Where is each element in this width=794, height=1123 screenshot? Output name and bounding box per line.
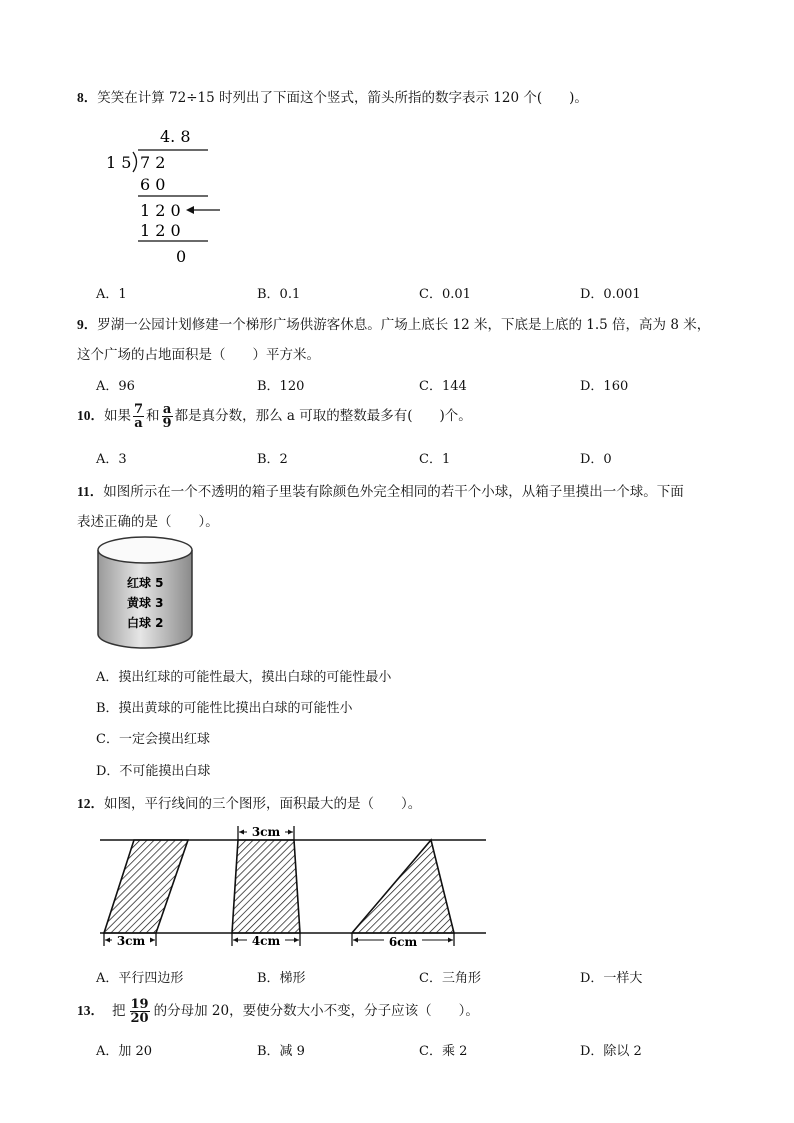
division-row-1: 6 0: [140, 175, 166, 194]
question-number: 9．: [77, 317, 98, 332]
trapezoid-shape: [232, 840, 300, 933]
fraction-7-over-a: [133, 403, 144, 430]
division-bracket: [133, 152, 137, 172]
question-13-stem: [77, 998, 479, 1025]
q10-option-c[interactable]: C．1: [419, 452, 451, 467]
arrow-head-icon: [186, 206, 194, 214]
q12-option-b[interactable]: B．梯形: [257, 971, 306, 986]
box-label-yellow: 黄球 3: [127, 596, 164, 610]
q13-option-b[interactable]: B．减 9: [257, 1044, 305, 1059]
label-parallelogram-base: 3cm: [116, 934, 146, 948]
label-trapezoid-base: 4cm: [251, 934, 281, 948]
parallel-shapes-diagram: [96, 820, 491, 955]
question-text: 如图所示在一个不透明的箱子里装有除颜色外完全相同的若干个小球，从箱子里摸出一个球。下面: [103, 484, 684, 500]
question-number: 10．: [77, 408, 104, 423]
question-9-stem-line2: 这个广场的占地面积是（ ）平方米。: [77, 347, 320, 363]
arrow-head-icon: [150, 938, 155, 943]
question-text-mid: 和: [146, 408, 160, 424]
question-text-pre: 把: [112, 1003, 126, 1019]
q9-option-c[interactable]: C．144: [419, 379, 467, 394]
q8-option-a[interactable]: A．1: [96, 287, 127, 302]
q13-option-d[interactable]: D．除以 2: [580, 1044, 642, 1059]
q11-option-d[interactable]: D．不可能摸出白球: [96, 764, 211, 779]
q12-option-d[interactable]: D．一样大: [580, 971, 643, 986]
q9-option-d[interactable]: D．160: [580, 379, 629, 394]
q13-option-c[interactable]: C．乘 2: [419, 1044, 468, 1059]
arrow-head-icon: [105, 938, 110, 943]
q8-option-b[interactable]: B．0.1: [257, 287, 301, 302]
denominator: a: [134, 416, 143, 431]
question-10-stem: [77, 403, 472, 430]
box-label-red: 红球 5: [127, 576, 164, 590]
cylinder-top: [98, 537, 192, 563]
q12-option-c[interactable]: C．三角形: [419, 971, 481, 986]
division-quotient: 4. 8: [160, 127, 191, 146]
question-text: 如图，平行线间的三个图形，面积最大的是（ ）。: [104, 796, 422, 812]
division-row-2: 1 2 0: [140, 201, 181, 220]
q11-option-c[interactable]: C．一定会摸出红球: [96, 732, 210, 747]
division-divisor: 1 5: [106, 153, 132, 172]
q11-option-a[interactable]: A．摸出红球的可能性最大，摸出白球的可能性最小: [96, 670, 392, 685]
arrow-head-icon: [353, 938, 358, 943]
arrow-head-icon: [294, 938, 299, 943]
ball-box-cylinder: [94, 534, 196, 654]
q9-option-b[interactable]: B．120: [257, 379, 305, 394]
arrow-head-icon: [288, 830, 293, 835]
fraction-19-over-20: [130, 998, 150, 1025]
question-text: 罗湖一公园计划修建一个梯形广场供游客休息。广场上底长 12 米，下底是上底的 1.5 倍，高为 8 米，: [97, 317, 711, 333]
question-12-stem: [77, 792, 421, 812]
triangle-shape: [352, 840, 454, 933]
question-8-stem: [77, 86, 588, 106]
arrow-head-icon: [233, 938, 238, 943]
question-9-stem-line1: [77, 313, 710, 333]
question-text-post: 的分母加 20，要使分数大小不变，分子应该（ ）。: [153, 1003, 479, 1019]
division-remainder: 0: [176, 247, 187, 266]
division-dividend: 7 2: [140, 153, 166, 172]
question-text-pre: 如果: [104, 408, 131, 424]
label-triangle-base: 6cm: [388, 935, 418, 949]
numerator: a: [162, 402, 172, 417]
question-11-stem-line2: 表述正确的是（ ）。: [77, 514, 219, 530]
question-number: 11．: [77, 484, 104, 499]
parallelogram-shape: [104, 840, 188, 933]
question-number: 12．: [77, 796, 104, 811]
q8-option-c[interactable]: C．0.01: [419, 287, 471, 302]
fraction-a-over-9: [162, 403, 173, 430]
arrow-head-icon: [448, 938, 453, 943]
question-11-stem-line1: [77, 480, 684, 500]
question-text-post: 都是真分数，那么 a 可取的整数最多有( )个。: [174, 408, 472, 424]
box-label-white: 白球 2: [127, 616, 164, 630]
question-number: 8．: [77, 90, 98, 105]
label-top-3cm: 3cm: [251, 825, 281, 839]
numerator: 7: [134, 402, 144, 417]
q9-option-a[interactable]: A．96: [96, 379, 135, 394]
q11-option-b[interactable]: B．摸出黄球的可能性比摸出白球的可能性小: [96, 701, 353, 716]
numerator: 19: [130, 997, 149, 1012]
question-text: 笑笑在计算 72÷15 时列出了下面这个竖式，箭头所指的数字表示 120 个( )。: [97, 90, 588, 106]
q13-option-a[interactable]: A．加 20: [96, 1044, 153, 1059]
q12-option-a[interactable]: A．平行四边形: [96, 971, 184, 986]
arrow-head-icon: [239, 830, 244, 835]
q10-option-b[interactable]: B．2: [257, 452, 288, 467]
q10-option-d[interactable]: D．0: [580, 452, 612, 467]
q8-option-d[interactable]: D．0.001: [580, 287, 641, 302]
q10-option-a[interactable]: A．3: [96, 452, 127, 467]
denominator: 20: [130, 1011, 149, 1026]
division-row-3: 1 2 0: [140, 221, 181, 240]
question-number: 13．: [77, 1003, 104, 1018]
long-division-diagram: [100, 120, 250, 270]
denominator: 9: [162, 416, 172, 431]
